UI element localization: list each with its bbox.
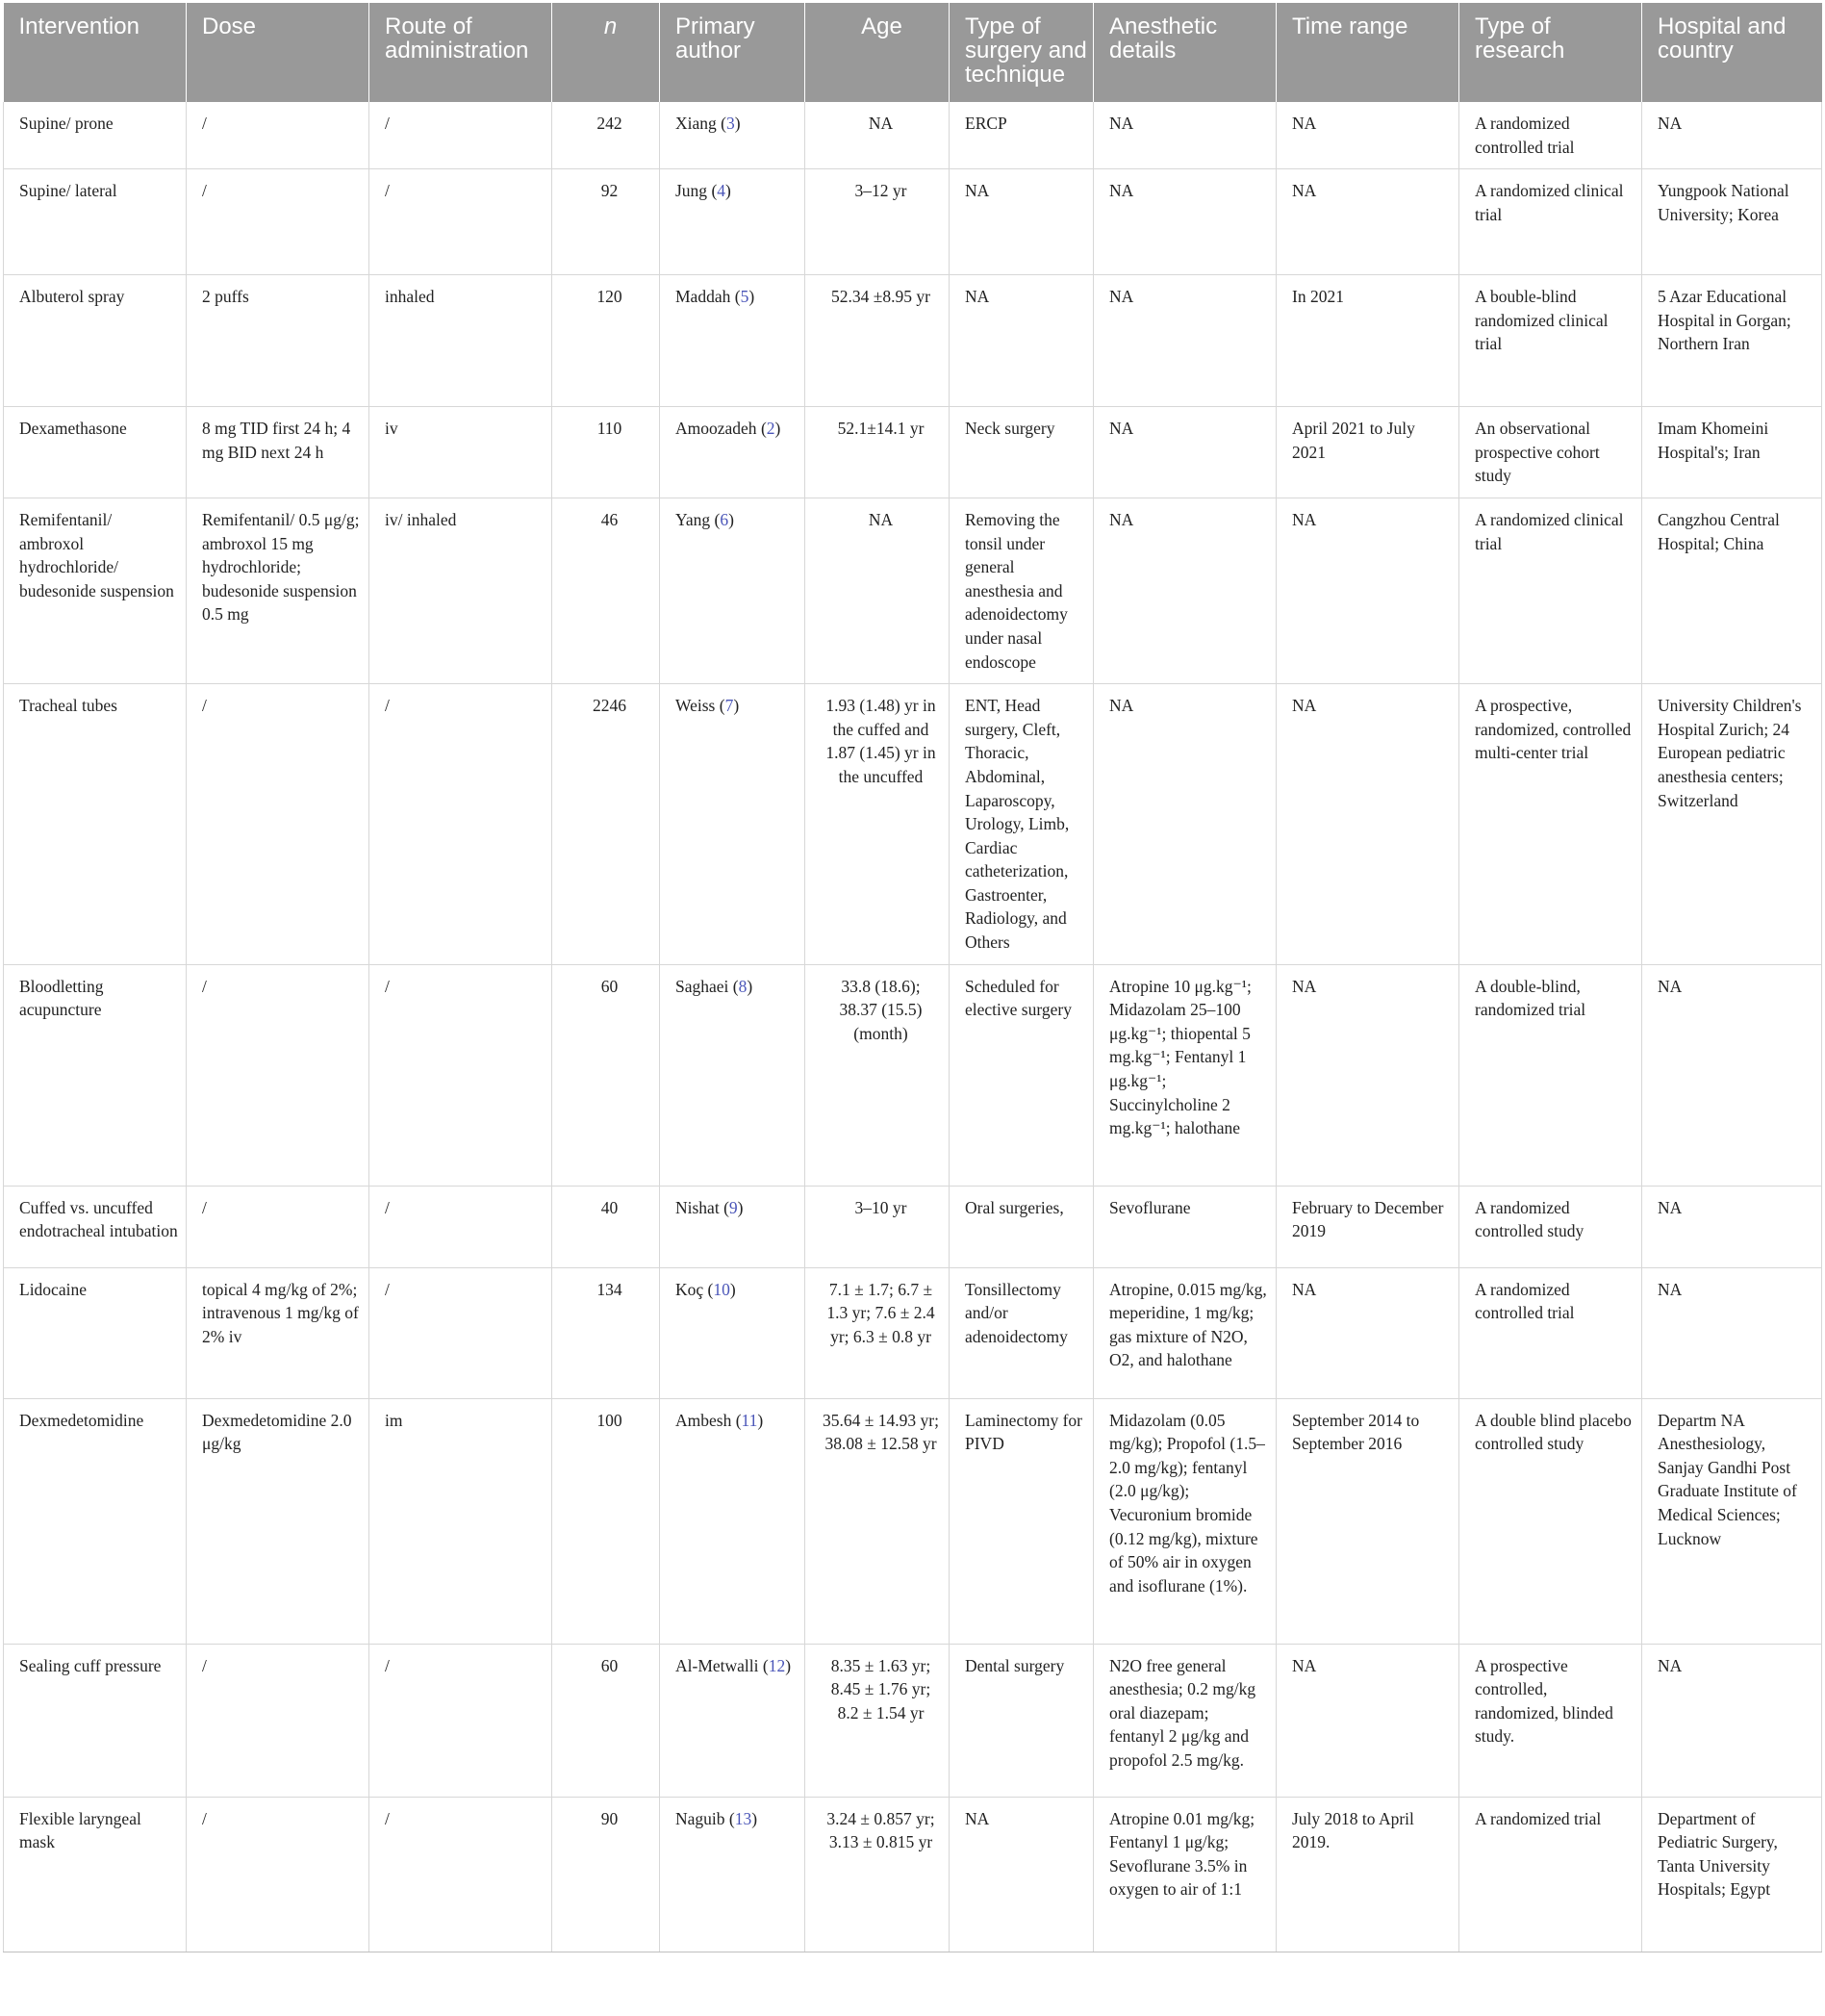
cell-intervention: Supine/ prone <box>4 102 187 169</box>
cell-n: 110 <box>552 407 660 498</box>
author-name: Weiss <box>675 696 716 716</box>
author-name: Amoozadeh <box>675 419 757 439</box>
cell-dose: / <box>187 1797 369 1952</box>
cell-n: 60 <box>552 1644 660 1797</box>
header-row <box>4 3 1822 102</box>
cell-hospital: Departm NA Anesthesiology, Sanjay Gandhi Post Graduate Institute of Medical Sciences; Lucknow <box>1642 1398 1822 1644</box>
cell-hospital: Yungpook National University; Korea <box>1642 169 1822 275</box>
cell-age: 7.1 ± 1.7; 6.7 ± 1.3 yr; 7.6 ± 2.4 yr; 6.3 ± 0.8 yr <box>805 1267 950 1398</box>
cell-hospital: 5 Azar Educational Hospital in Gorgan; Northern Iran <box>1642 275 1822 407</box>
cell-route: iv/ inhaled <box>369 498 552 683</box>
cell-n: 46 <box>552 498 660 683</box>
cell-hospital: NA <box>1642 964 1822 1186</box>
author-name: Yang <box>675 509 711 529</box>
cell-anesthetic: NA <box>1094 498 1277 683</box>
citation-link[interactable]: 13 <box>734 1808 752 1828</box>
cell-dose: / <box>187 964 369 1186</box>
cell-author: Ambesh (11) <box>660 1398 805 1644</box>
author-name: Jung <box>675 181 708 201</box>
cell-hospital: University Children's Hospital Zurich; 24 European pediatric anesthesia centers; Switzerland <box>1642 684 1822 965</box>
cell-anesthetic: NA <box>1094 407 1277 498</box>
table-row <box>4 1186 1822 1267</box>
col-header-n: n <box>552 3 660 102</box>
cell-surgery: NA <box>950 1797 1094 1952</box>
cell-intervention: Dexmedetomidine <box>4 1398 187 1644</box>
cell-n: 242 <box>552 102 660 169</box>
cell-research: A randomized trial <box>1459 1797 1642 1952</box>
cell-author: Amoozadeh (2) <box>660 407 805 498</box>
cell-surgery: Oral surgeries, <box>950 1186 1094 1267</box>
cell-age: NA <box>805 498 950 683</box>
cell-time: April 2021 to July 2021 <box>1277 407 1459 498</box>
cell-surgery: Neck surgery <box>950 407 1094 498</box>
cell-surgery: NA <box>950 275 1094 407</box>
cell-time: NA <box>1277 498 1459 683</box>
cell-anesthetic: Atropine 10 μg.kg⁻¹; Midazolam 25–100 μg.kg⁻¹; thiopental 5 mg.kg⁻¹; Fentanyl 1 μg.kg⁻¹; Succinylcholine 2 mg.kg⁻¹; halothane <box>1094 964 1277 1186</box>
cell-surgery: Removing the tonsil under general anesthesia and adenoidectomy under nasal endoscope <box>950 498 1094 683</box>
table-row <box>4 1398 1822 1644</box>
cell-author: Xiang (3) <box>660 102 805 169</box>
cell-dose: / <box>187 1644 369 1797</box>
cell-age: 3.24 ± 0.857 yr; 3.13 ± 0.815 yr <box>805 1797 950 1952</box>
cell-n: 60 <box>552 964 660 1186</box>
cell-time: NA <box>1277 1644 1459 1797</box>
cell-age: 35.64 ± 14.93 yr; 38.08 ± 12.58 yr <box>805 1398 950 1644</box>
cell-time: February to December 2019 <box>1277 1186 1459 1267</box>
cell-age: 52.1±14.1 yr <box>805 407 950 498</box>
table-row <box>4 1797 1822 1952</box>
citation-link[interactable]: 6 <box>720 509 729 529</box>
cell-dose: / <box>187 1186 369 1267</box>
citation-link[interactable]: 5 <box>740 287 749 307</box>
cell-age: 3–10 yr <box>805 1186 950 1267</box>
cell-research: A prospective, randomized, controlled multi-center trial <box>1459 684 1642 965</box>
cell-hospital: NA <box>1642 1644 1822 1797</box>
cell-route: / <box>369 169 552 275</box>
table-row <box>4 102 1822 169</box>
citation-link[interactable]: 4 <box>717 181 726 201</box>
cell-n: 90 <box>552 1797 660 1952</box>
author-name: Koç <box>675 1279 704 1299</box>
col-header-surgery: Type of surgery and technique <box>950 3 1094 102</box>
cell-research: A randomized clinical trial <box>1459 169 1642 275</box>
author-name: Nishat <box>675 1197 720 1217</box>
cell-research: A randomized controlled study <box>1459 1186 1642 1267</box>
cell-n: 2246 <box>552 684 660 965</box>
col-header-hospital: Hospital and country <box>1642 3 1822 102</box>
cell-age: NA <box>805 102 950 169</box>
cell-intervention: Dexamethasone <box>4 407 187 498</box>
author-name: Naguib <box>675 1808 725 1828</box>
cell-age: 33.8 (18.6); 38.37 (15.5) (month) <box>805 964 950 1186</box>
citation-link[interactable]: 11 <box>741 1410 758 1430</box>
cell-route: / <box>369 1267 552 1398</box>
cell-route: inhaled <box>369 275 552 407</box>
cell-time: NA <box>1277 169 1459 275</box>
cell-research: A randomized controlled trial <box>1459 102 1642 169</box>
cell-author: Naguib (13) <box>660 1797 805 1952</box>
cell-intervention: Cuffed vs. uncuffed endotracheal intubation <box>4 1186 187 1267</box>
cell-author: Weiss (7) <box>660 684 805 965</box>
cell-anesthetic: Midazolam (0.05 mg/kg); Propofol (1.5–2.0 mg/kg); fentanyl (2.0 μg/kg); Vecuronium bromide (0.12 mg/kg), mixture of 50% air in oxygen and isoflurane (1%). <box>1094 1398 1277 1644</box>
cell-n: 134 <box>552 1267 660 1398</box>
cell-route: / <box>369 1644 552 1797</box>
author-name: Xiang <box>675 114 717 133</box>
table-row <box>4 498 1822 683</box>
cell-author: Al-Metwalli (12) <box>660 1644 805 1797</box>
cell-surgery: NA <box>950 169 1094 275</box>
col-header-age: Age <box>805 3 950 102</box>
table-row <box>4 684 1822 965</box>
cell-route: / <box>369 102 552 169</box>
cell-n: 92 <box>552 169 660 275</box>
cell-intervention: Supine/ lateral <box>4 169 187 275</box>
cell-dose: 8 mg TID first 24 h; 4 mg BID next 24 h <box>187 407 369 498</box>
cell-anesthetic: NA <box>1094 102 1277 169</box>
col-header-anesthetic: Anesthetic details <box>1094 3 1277 102</box>
cell-intervention: Flexible laryngeal mask <box>4 1797 187 1952</box>
cell-intervention: Remifentanil/ ambroxol hydrochloride/ budesonide suspension <box>4 498 187 683</box>
cell-anesthetic: Sevoflurane <box>1094 1186 1277 1267</box>
cell-n: 40 <box>552 1186 660 1267</box>
table-row <box>4 407 1822 498</box>
cell-time: July 2018 to April 2019. <box>1277 1797 1459 1952</box>
col-header-route: Route of administration <box>369 3 552 102</box>
cell-route: / <box>369 1797 552 1952</box>
cell-author: Jung (4) <box>660 169 805 275</box>
cell-author: Saghaei (8) <box>660 964 805 1186</box>
cell-n: 120 <box>552 275 660 407</box>
cell-author: Nishat (9) <box>660 1186 805 1267</box>
table-row <box>4 275 1822 407</box>
col-header-time: Time range <box>1277 3 1459 102</box>
citation-link[interactable]: 12 <box>768 1655 786 1675</box>
author-name: Al-Metwalli <box>675 1655 759 1675</box>
table-row <box>4 1644 1822 1797</box>
author-name: Maddah <box>675 287 731 307</box>
cell-research: A randomized controlled trial <box>1459 1267 1642 1398</box>
cell-research: A randomized clinical trial <box>1459 498 1642 683</box>
cell-hospital: Imam Khomeini Hospital's; Iran <box>1642 407 1822 498</box>
cell-dose: Remifentanil/ 0.5 μg/g; ambroxol 15 mg hydrochloride; budesonide suspension 0.5 mg <box>187 498 369 683</box>
cell-research: A double blind placebo controlled study <box>1459 1398 1642 1644</box>
cell-hospital: NA <box>1642 1267 1822 1398</box>
table-row <box>4 964 1822 1186</box>
cell-research: A prospective controlled, randomized, blinded study. <box>1459 1644 1642 1797</box>
col-header-intervention: Intervention <box>4 3 187 102</box>
cell-dose: Dexmedetomidine 2.0 μg/kg <box>187 1398 369 1644</box>
cell-author: Koç (10) <box>660 1267 805 1398</box>
author-name: Ambesh <box>675 1410 732 1430</box>
cell-anesthetic: Atropine, 0.015 mg/kg, meperidine, 1 mg/kg; gas mixture of N2O, O2, and halothane <box>1094 1267 1277 1398</box>
cell-anesthetic: NA <box>1094 684 1277 965</box>
cell-author: Yang (6) <box>660 498 805 683</box>
citation-link[interactable]: 8 <box>738 976 748 996</box>
col-header-research: Type of research <box>1459 3 1642 102</box>
citation-link[interactable]: 9 <box>728 1197 738 1217</box>
cell-intervention: Albuterol spray <box>4 275 187 407</box>
cell-hospital: NA <box>1642 102 1822 169</box>
cell-anesthetic: NA <box>1094 275 1277 407</box>
cell-hospital: Department of Pediatric Surgery, Tanta University Hospitals; Egypt <box>1642 1797 1822 1952</box>
cell-author: Maddah (5) <box>660 275 805 407</box>
cell-age: 1.93 (1.48) yr in the cuffed and 1.87 (1.45) yr in the uncuffed <box>805 684 950 965</box>
cell-surgery: ENT, Head surgery, Cleft, Thoracic, Abdominal, Laparoscopy, Urology, Limb, Cardiac catheterization, Gastroenter, Radiology, and Others <box>950 684 1094 965</box>
cell-time: In 2021 <box>1277 275 1459 407</box>
cell-intervention: Bloodletting acupuncture <box>4 964 187 1186</box>
cell-dose: / <box>187 169 369 275</box>
cell-surgery: Dental surgery <box>950 1644 1094 1797</box>
cell-route: im <box>369 1398 552 1644</box>
cell-age: 8.35 ± 1.63 yr; 8.45 ± 1.76 yr; 8.2 ± 1.54 yr <box>805 1644 950 1797</box>
cell-research: An observational prospective cohort study <box>1459 407 1642 498</box>
col-header-dose: Dose <box>187 3 369 102</box>
cell-hospital: NA <box>1642 1186 1822 1267</box>
cell-surgery: Tonsillectomy and/or adenoidectomy <box>950 1267 1094 1398</box>
cell-age: 3–12 yr <box>805 169 950 275</box>
citation-link[interactable]: 10 <box>713 1279 730 1299</box>
cell-dose: 2 puffs <box>187 275 369 407</box>
author-name: Saghaei <box>675 976 729 996</box>
cell-intervention: Tracheal tubes <box>4 684 187 965</box>
cell-time: NA <box>1277 684 1459 965</box>
cell-time: NA <box>1277 1267 1459 1398</box>
cell-intervention: Sealing cuff pressure <box>4 1644 187 1797</box>
cell-route: / <box>369 964 552 1186</box>
citation-link[interactable]: 3 <box>725 114 735 133</box>
cell-hospital: Cangzhou Central Hospital; China <box>1642 498 1822 683</box>
cell-route: / <box>369 684 552 965</box>
cell-intervention: Lidocaine <box>4 1267 187 1398</box>
cell-time: NA <box>1277 964 1459 1186</box>
studies-table <box>3 3 1822 1952</box>
cell-anesthetic: N2O free general anesthesia; 0.2 mg/kg oral diazepam; fentanyl 2 μg/kg and propofol 2.5 mg/kg. <box>1094 1644 1277 1797</box>
cell-route: / <box>369 1186 552 1267</box>
cell-route: iv <box>369 407 552 498</box>
cell-time: NA <box>1277 102 1459 169</box>
table-body <box>4 102 1822 1952</box>
cell-surgery: Laminectomy for PIVD <box>950 1398 1094 1644</box>
table-row <box>4 169 1822 275</box>
citation-link[interactable]: 2 <box>766 419 775 439</box>
cell-dose: / <box>187 102 369 169</box>
table-row <box>4 1267 1822 1398</box>
cell-anesthetic: NA <box>1094 169 1277 275</box>
cell-dose: topical 4 mg/kg of 2%; intravenous 1 mg/kg of 2% iv <box>187 1267 369 1398</box>
cell-age: 52.34 ±8.95 yr <box>805 275 950 407</box>
col-header-author: Primary author <box>660 3 805 102</box>
cell-surgery: Scheduled for elective surgery <box>950 964 1094 1186</box>
cell-dose: / <box>187 684 369 965</box>
cell-research: A double-blind, randomized trial <box>1459 964 1642 1186</box>
cell-time: September 2014 to September 2016 <box>1277 1398 1459 1644</box>
citation-link[interactable]: 7 <box>724 696 734 716</box>
cell-n: 100 <box>552 1398 660 1644</box>
cell-research: A bouble-blind randomized clinical trial <box>1459 275 1642 407</box>
cell-anesthetic: Atropine 0.01 mg/kg; Fentanyl 1 μg/kg; Sevoflurane 3.5% in oxygen to air of 1:1 <box>1094 1797 1277 1952</box>
cell-surgery: ERCP <box>950 102 1094 169</box>
